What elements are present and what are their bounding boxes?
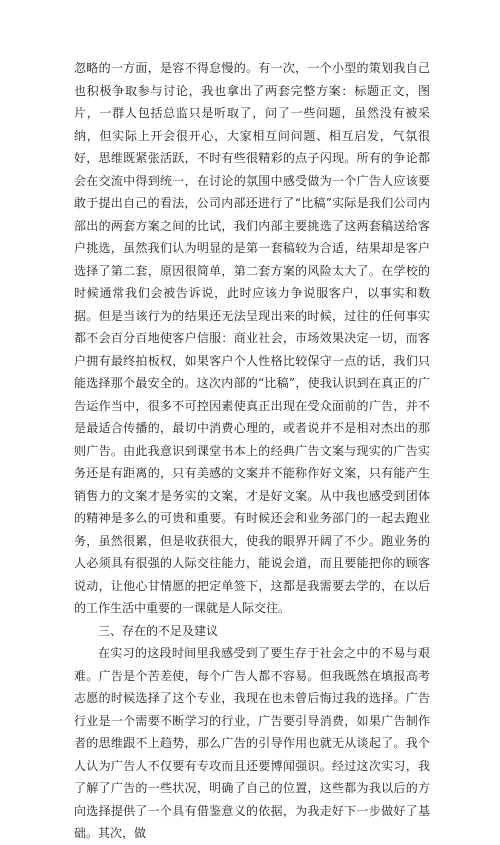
document-body (74, 57, 430, 845)
body-paragraph: 在实习的这段时间里我感受到了要生存于社会之中的不易与艰难。广告是个苦差使，每个广告人都不容易。但我既然在填报高考志愿的时候选择了这个专业，我现在也未曾后悔过我的选择。广告行业是一个需要不断学习的行业，广告要引导消费，如果广告制作者的思维跟不上趋势，那么广告的引导作用也就无从谈起了。我个人认为广告人不仅要有专攻而且还要博闻强识。经过这次实习，我了解了广告的一些状况，明确了自己的位置，这些都为我以后的方向选择提供了一个具有借鉴意义的依据，为我走好下一步做好了基础。其次，做 (74, 646, 430, 840)
body-paragraph: 忽略的一方面，是容不得怠慢的。有一次，一个小型的策划我自己也积极争取参与讨论，我也拿出了两套完整方案：标题正文，图片，一群人包括总监只是听取了，问了一些问题，虽然没有被采纳，但实际上开会很开心，大家相互问问题、相互启发，气氛很好，思维既紧张活跃，不时有些很精彩的点子闪现。所有的争论都会在交流中得到统一，在讨论的氛围中感受做为一个广告人应该要敢于提出自己的看法，公司内部还进行了“比稿”实际是我们公司内部出的两套方案之间的比试，我们内部主要挑选了这两套稿送给客户挑选，虽然我们认为明显的是第一套稿较为合适，结果却是客户选择了第二套，原因很简单，第二套方案的风险太大了。在学校的时候通常我们会被告诉说，此时应该力争说服客户，以事实和数据。但是当该行为的结果还无法呈现出来的时候，过往的任何事实都不会百分百地使客户信服：商业社会，市场效果决定一切，而客户拥有最终拍板权，如果客户个人性格比较保守一点的话，我们只能选择那个最安全的。这次内部的“比稿”，使我认识到在真正的广告运作当中，很多不可控因素使真正出现在受众面前的广告，并不是最适合传播的，最切中消费心理的，或者说并不是相对杰出的那则广告。由此我意识到课堂书本上的经典广告文案与现实的广告实务还是有距离的，只有美感的文案并不能称作好文案，只有能产生销售力的文案才是务实的文案，才是好文案。从中我也感受到团体的精神是多么的可贵和重要。有时候还会和业务部门的一起去跑业务，虽然很累，但是收获很大，使我的眼界开阔了不少。跑业务的人必须具有很强的人际交往能力，能说会道，而且要能把你的顾客说动，让他心甘情愿的把定单签下，这都是我需要去学的，在以后的工作生活中重要的一课就是人际交往。 (74, 61, 430, 615)
section-heading: 三、存在的不足及建议 (98, 623, 219, 638)
